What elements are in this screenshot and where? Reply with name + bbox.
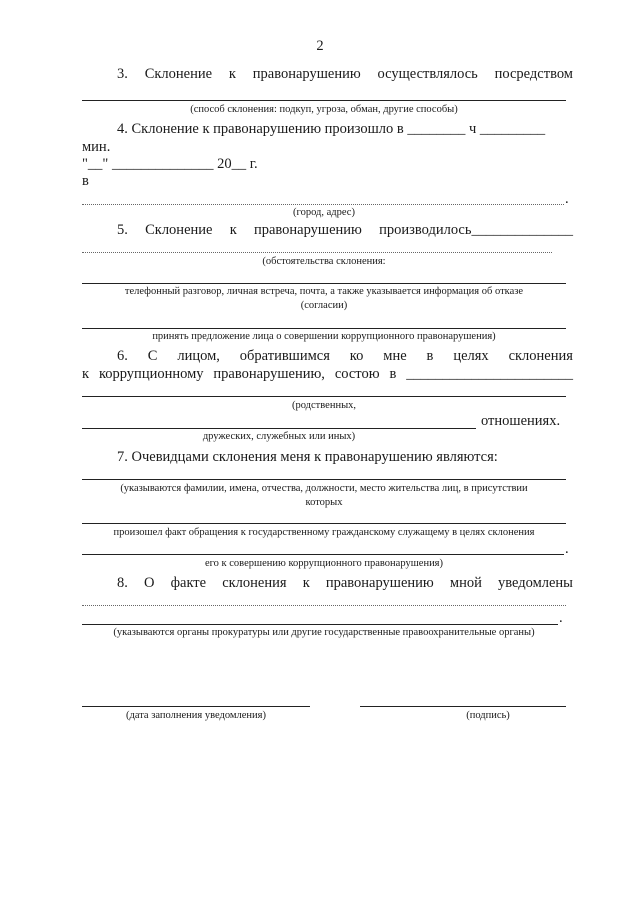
word: правонарушению: [252, 66, 361, 82]
word: Склонение: [145, 222, 213, 238]
section-7-caption-1b: которых: [305, 497, 343, 508]
blank-line: [82, 624, 558, 625]
word: в: [426, 348, 434, 364]
word: _______________________: [406, 366, 573, 382]
word: обратившимся: [239, 348, 330, 364]
section-6-text: [117, 348, 573, 365]
word: уведомлены: [497, 575, 573, 591]
word: мной: [449, 575, 482, 591]
section-4-text: 4. Склонение к правонарушению произошло в ________ ч _________: [117, 121, 546, 137]
date-line: [82, 706, 310, 707]
word: лицом,: [177, 348, 220, 364]
word: факте: [170, 575, 207, 591]
word: правонарушению: [325, 575, 434, 591]
blank-line: [82, 479, 566, 480]
word: к: [229, 222, 237, 238]
section-7-caption-2: произошел факт обращения к государственному гражданскому служащему в целях склонения: [113, 527, 535, 538]
blank-line: [82, 100, 566, 101]
section-7-caption-3: его к совершению коррупционного правонарушения): [204, 558, 444, 569]
signature-line: [360, 706, 566, 707]
word: мне: [383, 348, 407, 364]
page-number: 2: [316, 38, 324, 54]
blank-line: [82, 605, 566, 606]
section-5-caption-2b: (согласии): [300, 300, 348, 311]
section-7-text: 7. Очевидцами склонения меня к правонарушению являются:: [117, 449, 498, 465]
section-6-relations: отношениях.: [481, 413, 561, 429]
word: целях: [453, 348, 489, 364]
section-5-caption-1: (обстоятельства склонения:: [262, 256, 386, 267]
word: к: [82, 366, 90, 382]
word: 5.: [117, 222, 128, 238]
word: состою: [334, 366, 380, 382]
section-7-caption-1a: (указываются фамилии, имена, отчества, должности, место жительства лиц, в присутствии: [120, 483, 528, 494]
word: коррупционному: [98, 366, 204, 382]
word: посредством: [494, 66, 573, 82]
blank-line: [82, 252, 552, 253]
word: склонения: [508, 348, 573, 364]
word: осуществлялось: [377, 66, 478, 82]
blank-line: [82, 328, 566, 329]
blank-line: [82, 554, 564, 555]
word: правонарушению,: [213, 366, 325, 382]
blank-line: [82, 396, 566, 397]
blank-line: [82, 523, 566, 524]
section-4-caption: (город, адрес): [293, 207, 355, 218]
section-8-caption: (указываются органы прокуратуры или другие государственные правоохранительные органы): [113, 627, 535, 638]
word: к: [228, 66, 236, 82]
section-8-period: .: [559, 610, 563, 626]
section-5-text: [117, 222, 573, 239]
section-5-caption-2a: телефонный разговор, личная встреча, почта, а также указывается информация об отказе: [124, 286, 524, 297]
signature-caption: (подпись): [466, 710, 510, 721]
section-4-min: мин.: [82, 139, 111, 155]
blank-line: [82, 283, 566, 284]
word: в: [389, 366, 397, 382]
word: 8.: [117, 575, 128, 591]
section-3-caption: (способ склонения: подкуп, угроза, обман, другие способы): [190, 104, 458, 115]
section-7-period: .: [565, 541, 569, 557]
section-4-v: в: [82, 173, 89, 189]
word: производилось______________: [379, 222, 573, 238]
word: правонарушению: [253, 222, 362, 238]
section-6-caption-1: (родственных,: [291, 400, 356, 411]
word: С: [147, 348, 158, 364]
section-6-text-line-2: [82, 366, 573, 383]
section-3-text: [117, 66, 573, 83]
section-8-text: [117, 575, 573, 592]
word: Склонение: [144, 66, 213, 82]
section-5-caption-3: принять предложение лица о совершении коррупционного правонарушения): [152, 331, 496, 342]
word: к: [302, 575, 310, 591]
word: склонения: [222, 575, 287, 591]
word: О: [144, 575, 155, 591]
blank-line: [82, 428, 476, 429]
word: 6.: [117, 348, 128, 364]
section-4-period: .: [565, 191, 569, 207]
date-caption: (дата заполнения уведомления): [125, 710, 266, 721]
word: ко: [349, 348, 364, 364]
blank-line: [82, 204, 564, 205]
section-6-caption-2: дружеских, служебных или иных): [202, 431, 356, 442]
section-4-date: "__" ______________ 20__ г.: [82, 156, 258, 172]
word: 3.: [117, 66, 128, 82]
